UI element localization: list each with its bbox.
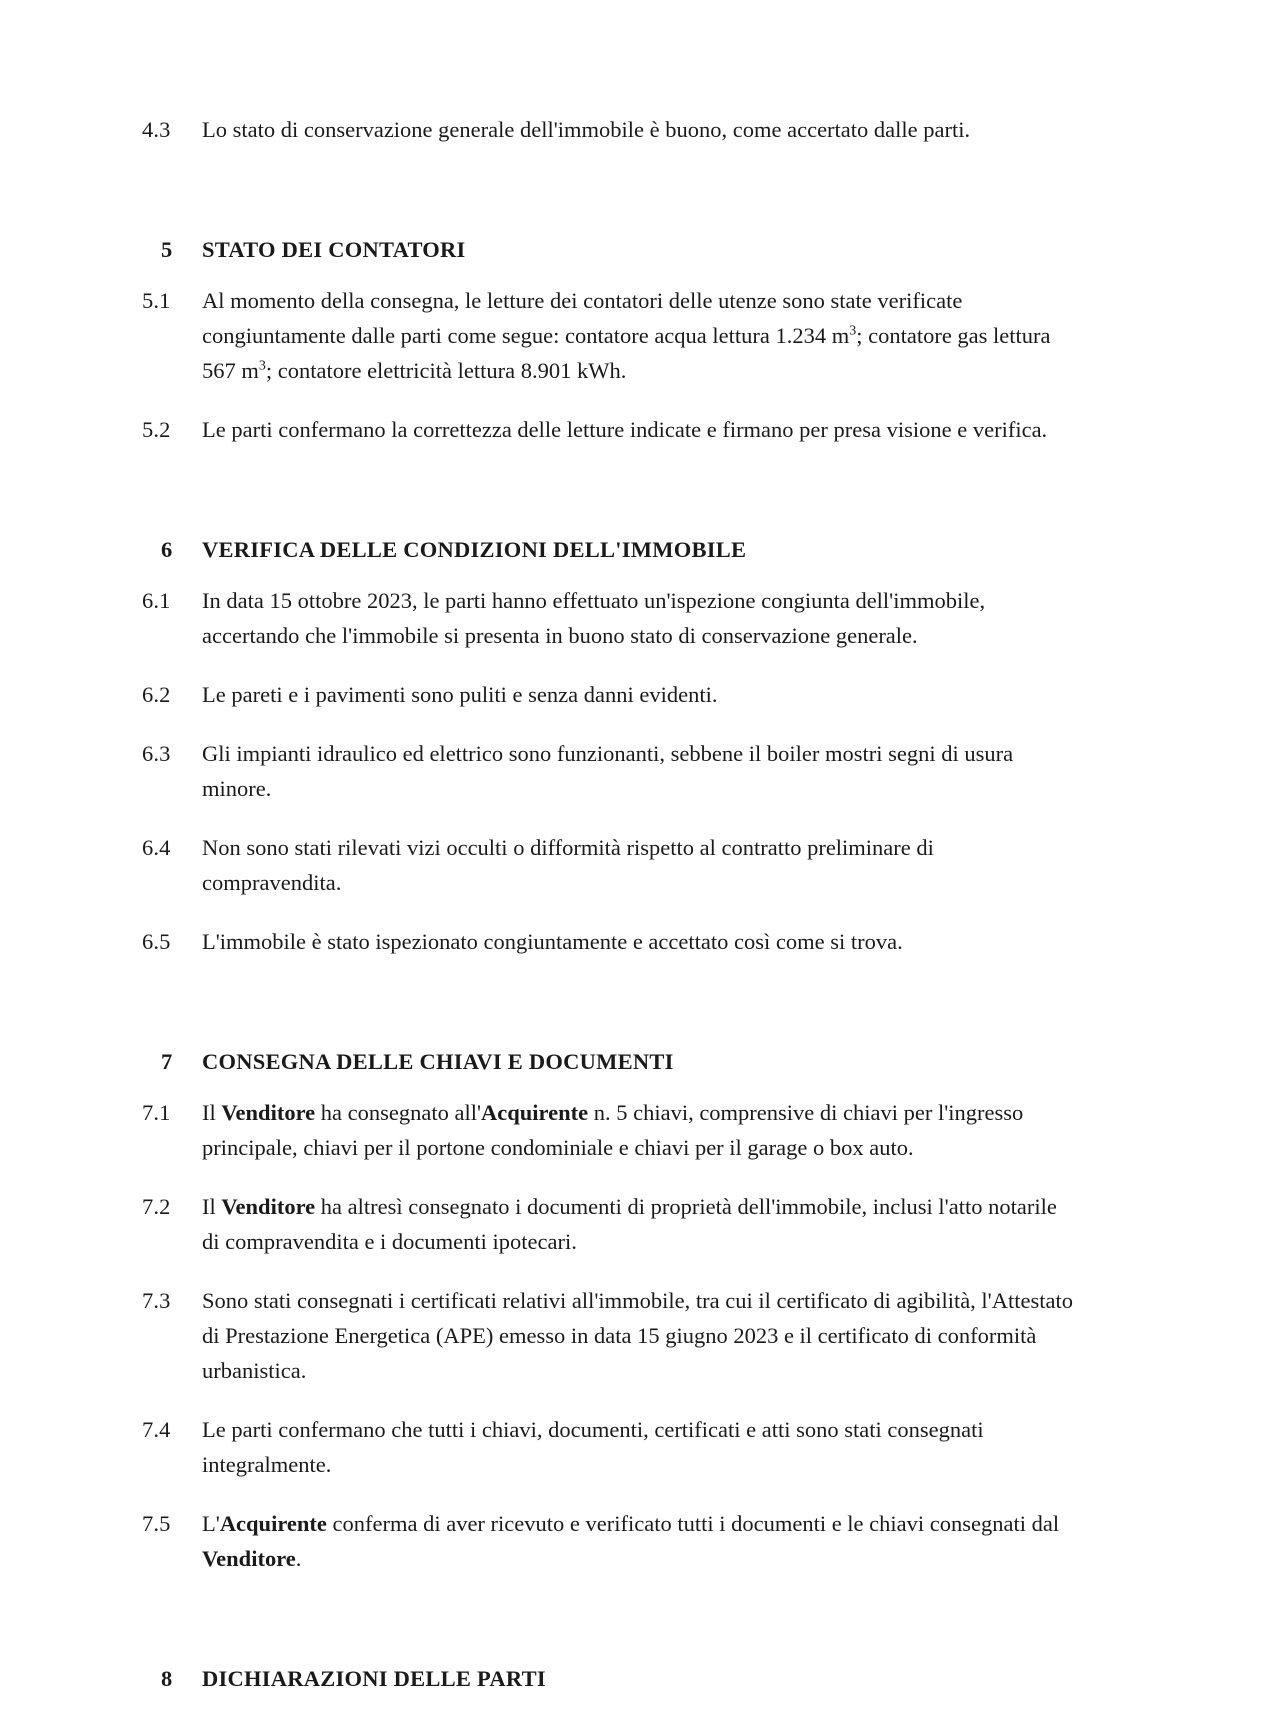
- defined-term: Venditore: [202, 1546, 296, 1571]
- clause-row: [142, 736, 1077, 806]
- text-run: Lo stato di conservazione generale dell'immobile è buono, come accertato dalle parti.: [202, 117, 971, 142]
- text-run: Gli impianti idraulico ed elettrico sono funzionanti, sebbene il boiler mostri segni di usura minore.: [202, 741, 1014, 801]
- text-run: L'immobile è stato ispezionato congiuntamente e accettato così come si trova.: [202, 929, 903, 954]
- heading-spacer: [142, 983, 1077, 1046]
- clause-number: 5.2: [142, 417, 171, 442]
- heading-spacer: [142, 1600, 1077, 1663]
- clause-number: 6.3: [142, 741, 171, 766]
- clause-text: [202, 830, 1077, 900]
- text-run: In data 15 ottobre 2023, le parti hanno effettuato un'ispezione congiunta dell'immobile, accertando che l'immobile si presenta in buono stato di conservazione generale.: [202, 588, 986, 648]
- text-run: Al momento della consegna, le letture dei contatori delle utenze sono state verificate congiuntamente dalle parti come segue: contatore acqua lettura 1.234 m: [202, 288, 963, 348]
- text-run: Non sono stati rilevati vizi occulti o difformità rispetto al contratto preliminare di compravendita.: [202, 835, 934, 895]
- clause-number: 7.1: [142, 1100, 171, 1125]
- section-heading: [142, 1663, 1077, 1695]
- superscript-exponent: 3: [849, 323, 857, 339]
- clause-row: [142, 1095, 1077, 1165]
- clause-text: [202, 283, 1077, 388]
- text-run: conferma di aver ricevuto e verificato tutti i documenti e le chiavi consegnati dal: [326, 1511, 1060, 1536]
- clause-text: [202, 112, 1077, 147]
- text-run: Sono stati consegnati i certificati relativi all'immobile, tra cui il certificato di agibilità, l'Attestato di Prestazione Energetica (APE) emesso in data 15 giugno 2023 e il certificato di conformità urbanistica.: [202, 1288, 1073, 1383]
- clause-row: [142, 1283, 1077, 1388]
- defined-term: Venditore: [221, 1194, 316, 1219]
- heading-spacer: [142, 171, 1077, 234]
- text-run: Il: [202, 1100, 222, 1125]
- clause-row: [142, 583, 1077, 653]
- clause-row: [142, 677, 1077, 712]
- superscript-exponent: 3: [258, 358, 266, 374]
- clause-text: [202, 412, 1077, 447]
- clause-row: [142, 283, 1077, 388]
- clause-number: 4.3: [142, 117, 171, 142]
- clause-text: [202, 583, 1077, 653]
- section-heading: [142, 534, 1077, 566]
- clause-number: 6.4: [142, 835, 171, 860]
- section-heading-number: 6: [161, 537, 173, 562]
- section-heading: [142, 234, 1077, 266]
- clause-row: [142, 1189, 1077, 1259]
- clause-number: 7.4: [142, 1417, 171, 1442]
- text-run: Le parti confermano che tutti i chiavi, documenti, certificati e atti sono stati consegnati integralmente.: [202, 1417, 984, 1477]
- clause-number: 6.5: [142, 929, 171, 954]
- clause-row: [142, 830, 1077, 900]
- section-heading-title: VERIFICA DELLE CONDIZIONI DELL'IMMOBILE: [202, 537, 747, 562]
- text-run: L': [202, 1511, 220, 1536]
- clause-number: 7.5: [142, 1511, 171, 1536]
- clause-text: [202, 1095, 1077, 1165]
- text-run: Il: [202, 1194, 222, 1219]
- heading-spacer: [142, 1078, 1077, 1095]
- text-run: Le parti confermano la correttezza delle letture indicate e firmano per presa visione e verifica.: [202, 417, 1048, 442]
- text-run: Le pareti e i pavimenti sono puliti e senza danni evidenti.: [202, 682, 718, 707]
- clause-number: 6.1: [142, 588, 171, 613]
- heading-spacer: [142, 1695, 1077, 1712]
- clause-row: [142, 112, 1077, 147]
- clause-text: [202, 736, 1077, 806]
- section-heading-number: 8: [161, 1666, 173, 1691]
- clause-text: [202, 1283, 1077, 1388]
- clause-text: [202, 1506, 1077, 1576]
- section-heading-title: CONSEGNA DELLE CHIAVI E DOCUMENTI: [202, 1049, 674, 1074]
- section-heading-number: 5: [161, 237, 173, 262]
- text-run: ; contatore elettricità lettura 8.901 kWh.: [265, 358, 627, 383]
- section-heading-number: 7: [161, 1049, 173, 1074]
- clause-number: 5.1: [142, 288, 171, 313]
- clause-row: [142, 924, 1077, 959]
- defined-term: Venditore: [221, 1100, 316, 1125]
- clause-row: [142, 1506, 1077, 1576]
- clause-text: [202, 677, 1077, 712]
- clause-row: [142, 412, 1077, 447]
- text-run: ; contatore gas lettura 567 m: [202, 323, 1051, 383]
- text-run: ha consegnato all': [315, 1100, 482, 1125]
- defined-term: Acquirente: [219, 1511, 327, 1536]
- clause-number: 6.2: [142, 682, 171, 707]
- section-heading-title: STATO DEI CONTATORI: [202, 237, 466, 262]
- heading-spacer: [142, 566, 1077, 583]
- text-run: ha altresì consegnato i documenti di proprietà dell'immobile, inclusi l'atto notarile di compravendita e i documenti ipotecari.: [202, 1194, 1057, 1254]
- section-heading: [142, 1046, 1077, 1078]
- clause-text: [202, 924, 1077, 959]
- defined-term: Acquirente: [481, 1100, 589, 1125]
- heading-spacer: [142, 266, 1077, 283]
- text-run: n. 5 chiavi, comprensive di chiavi per l'ingresso principale, chiavi per il portone condominiale e chiavi per il garage o box auto.: [202, 1100, 1024, 1160]
- document-body: [142, 112, 1077, 1712]
- heading-spacer: [142, 471, 1077, 534]
- clause-number: 7.2: [142, 1194, 171, 1219]
- clause-text: [202, 1412, 1077, 1482]
- clause-text: [202, 1189, 1077, 1259]
- clause-number: 7.3: [142, 1288, 171, 1313]
- clause-row: [142, 1412, 1077, 1482]
- text-run: .: [295, 1546, 302, 1571]
- section-heading-title: DICHIARAZIONI DELLE PARTI: [202, 1666, 546, 1691]
